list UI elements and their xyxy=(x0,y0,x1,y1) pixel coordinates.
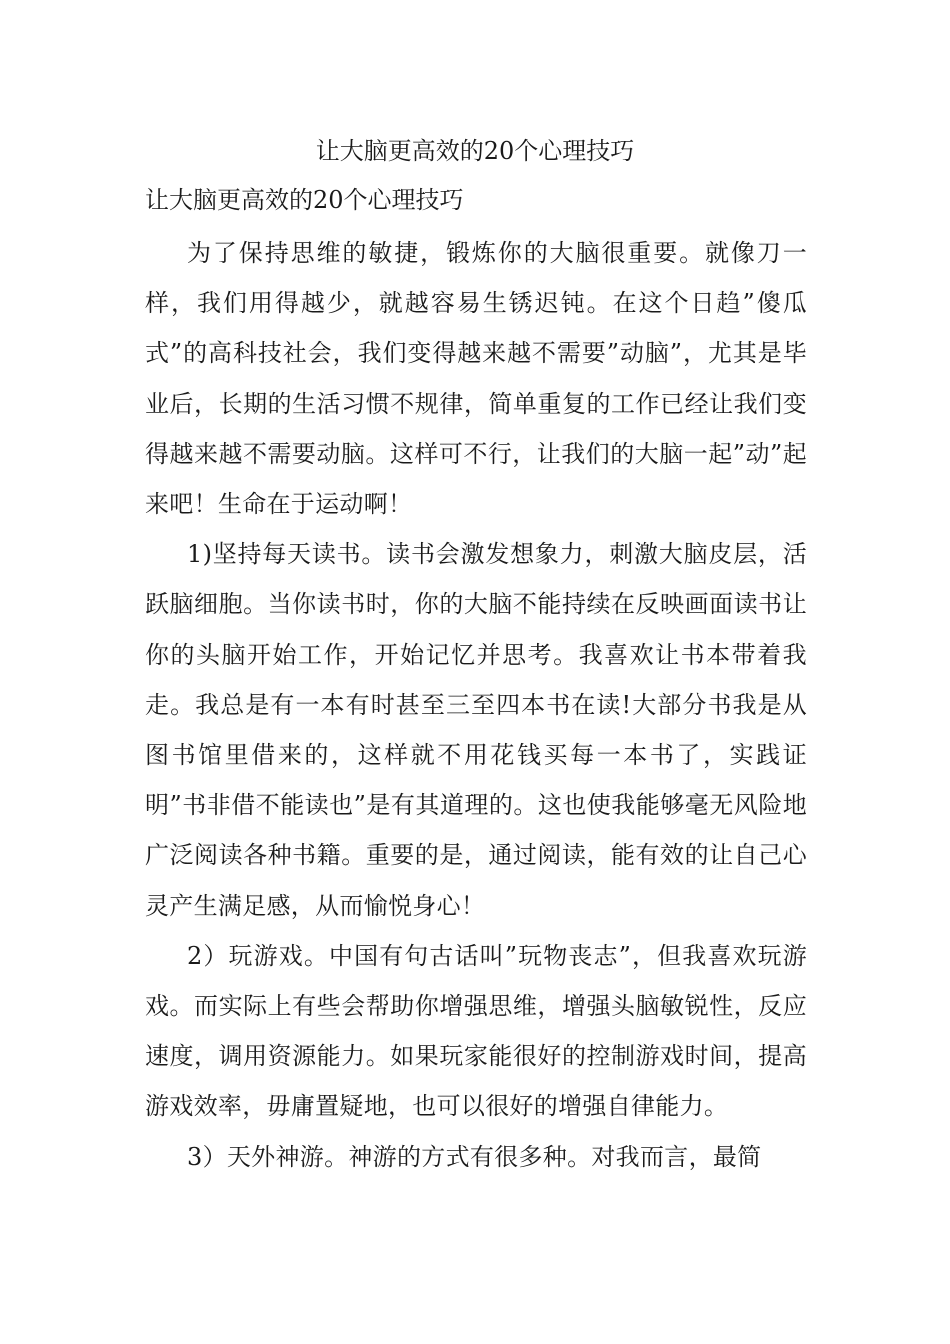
document-body xyxy=(145,228,807,1182)
paragraph-intro: 为了保持思维的敏捷，锻炼你的大脑很重要。就像刀一样，我们用得越少，就越容易生锈迟钝。在这个日趋”傻瓜式”的高科技社会，我们变得越来越不需要”动脑”，尤其是毕业后，长期的生活习惯不规律，简单重复的工作已经让我们变得越来越不需要动脑。这样可不行，让我们的大脑一起”动”起来吧！生命在于运动啊！ xyxy=(145,239,807,519)
paragraph-tip-3: 3）天外神游。神游的方式有很多种。对我而言，最简 xyxy=(187,1142,762,1171)
paragraph-tip-2: 2）玩游戏。中国有句古话叫”玩物丧志”，但我喜欢玩游戏。而实际上有些会帮助你增强思维，增强头脑敏锐性，反应速度，调用资源能力。如果玩家能很好的控制游戏时间，提高游戏效率，毋庸置疑地，也可以很好的增强自律能力。 xyxy=(145,941,807,1121)
document-subtitle: 让大脑更高效的20个心理技巧 xyxy=(145,186,464,214)
document-title: 让大脑更高效的20个心理技巧 xyxy=(315,137,635,165)
paragraph-tip-1: 1)坚持每天读书。读书会激发想象力，刺激大脑皮层，活跃脑细胞。当你读书时，你的大脑不能持续在反映画面读书让你的头脑开始工作，开始记忆并思考。我喜欢让书本带着我走。我总是有一本有时甚至三至四本书在读!大部分书我是从图书馆里借来的，这样就不用花钱买每一本书了，实践证明”书非借不能读也”是有其道理的。这也使我能够毫无风险地广泛阅读各种书籍。重要的是，通过阅读，能有效的让自己心灵产生满足感，从而愉悦身心！ xyxy=(145,540,807,920)
